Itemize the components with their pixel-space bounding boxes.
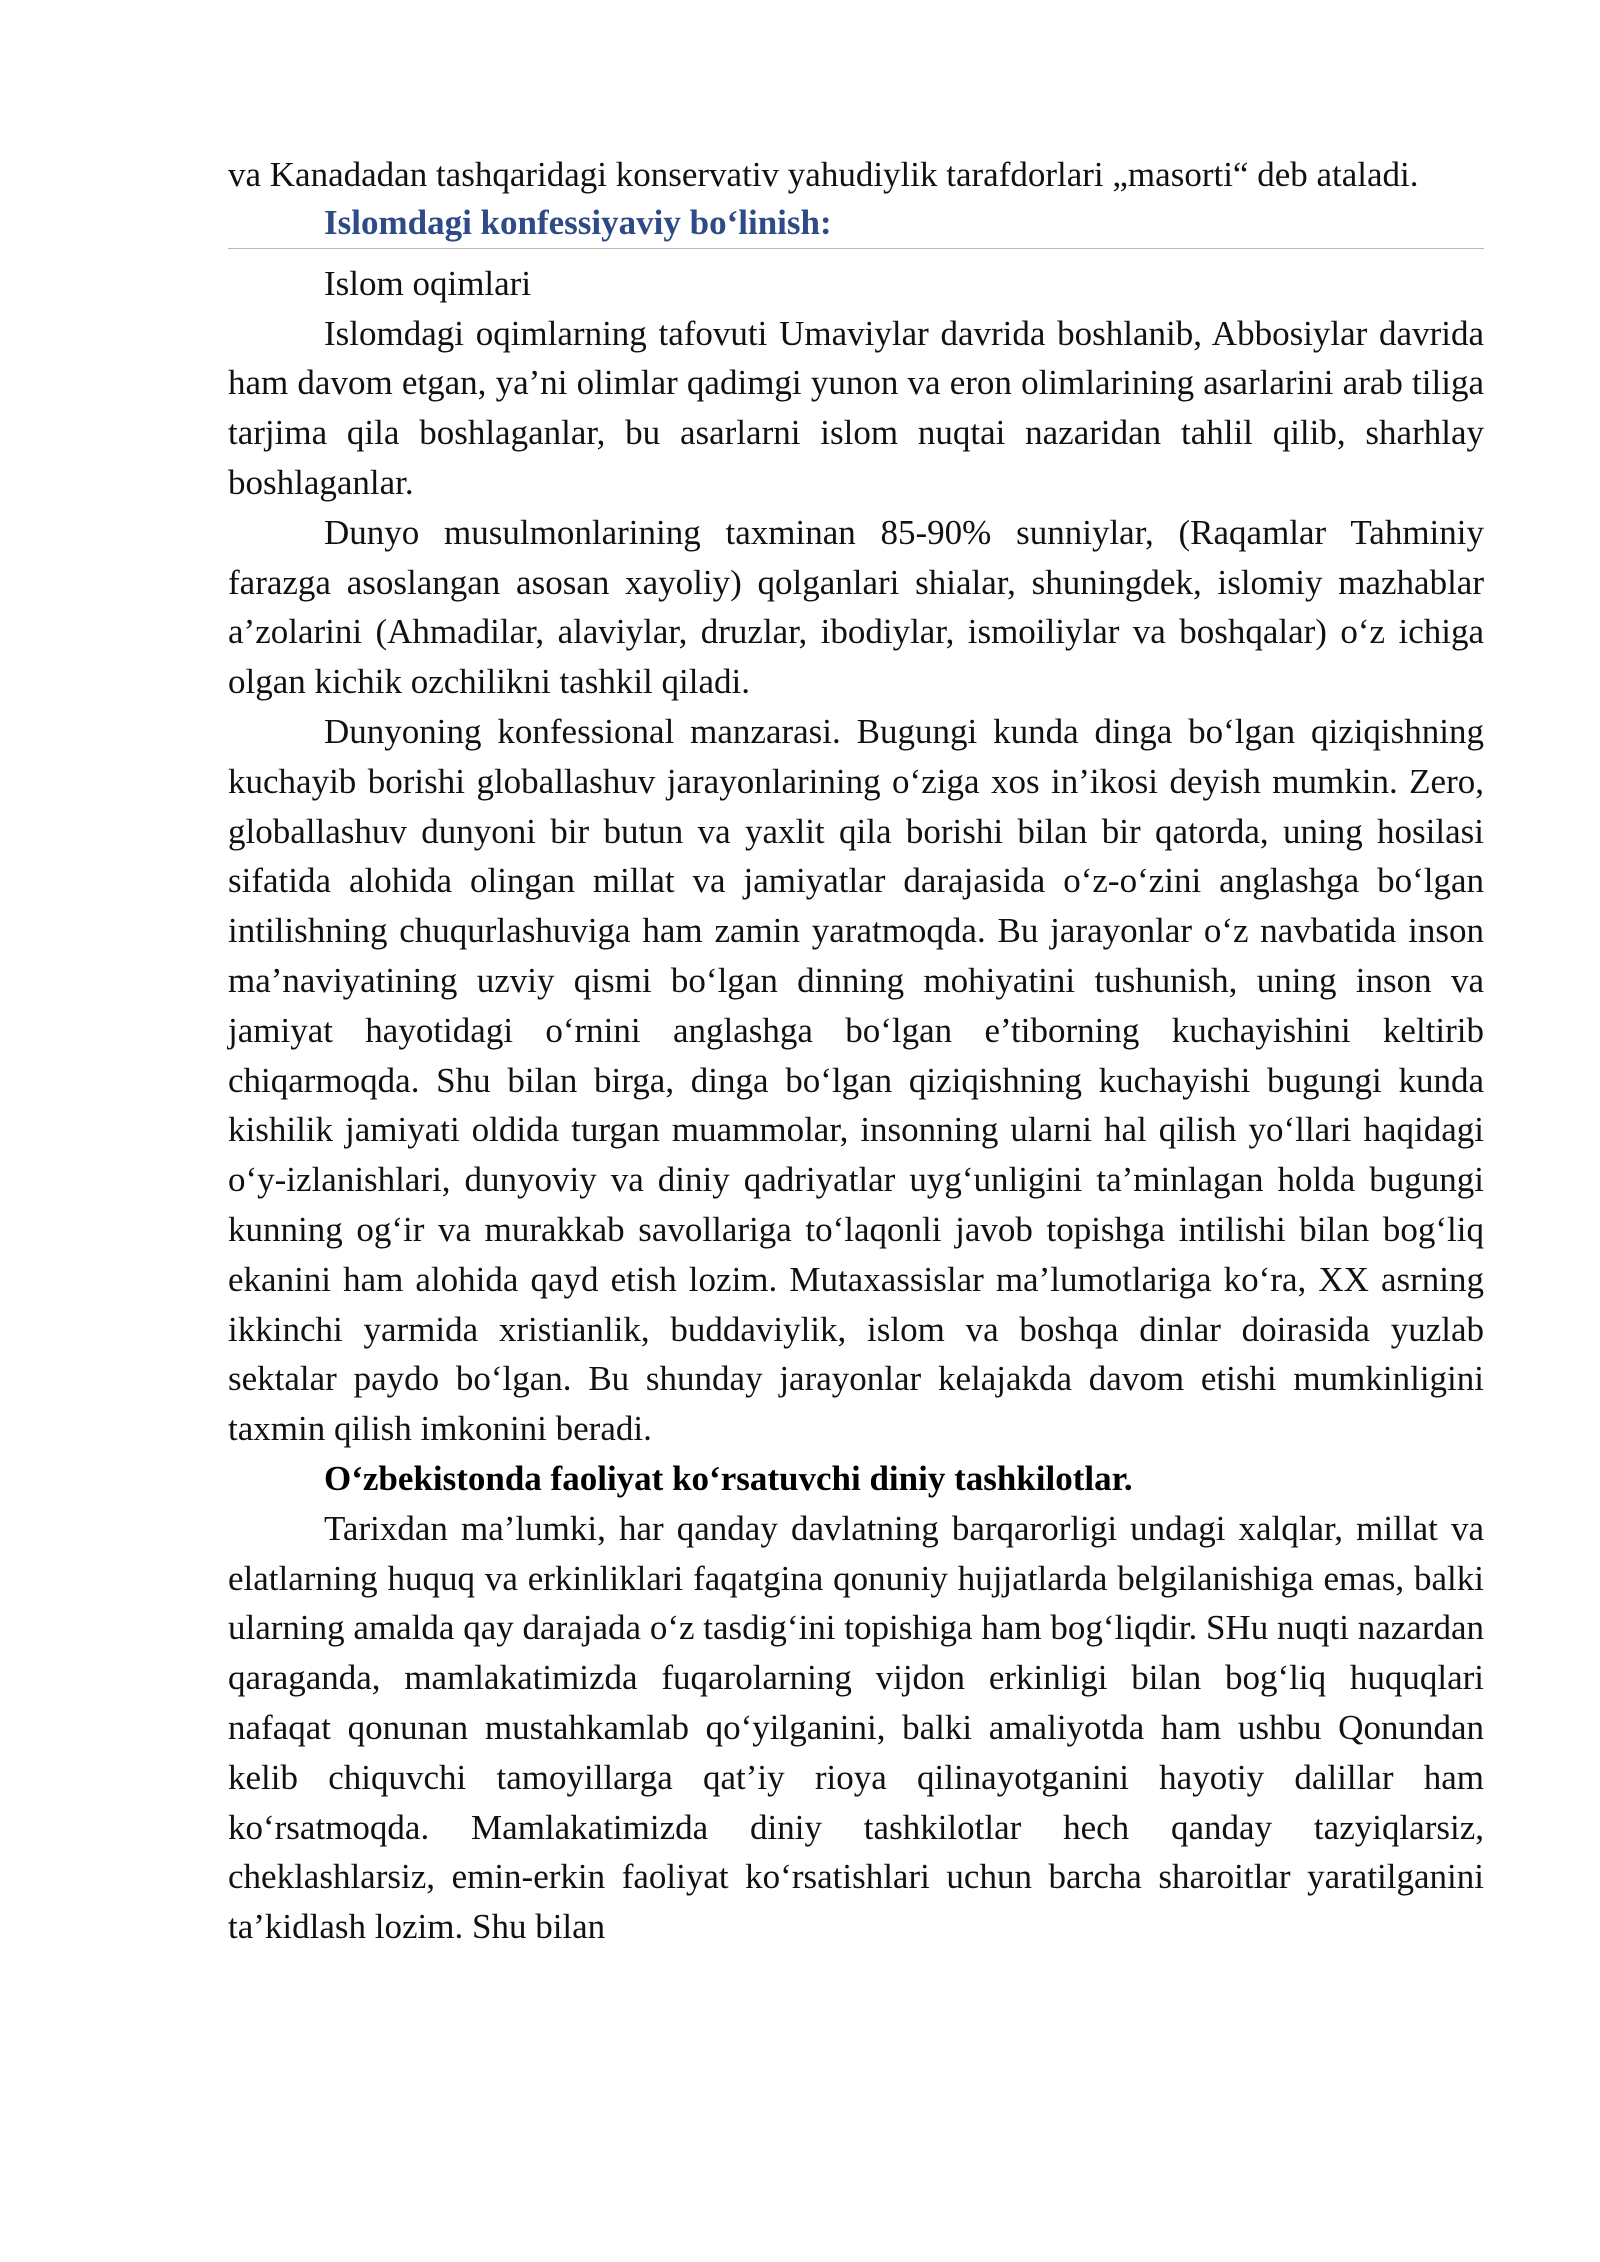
paragraph: Dunyo musulmonlarining taxminan 85-90% sunniylar, (Raqamlar Tahminiy farazga asoslangan asosan xayoliy) qolganlari shialar, shuningdek, islomiy mazhablar a’zolarini (Ahmadilar, alaviylar, druzlar, ibodiylar, ismoiliylar va boshqalar) o‘z ichiga olgan kichik ozchilikni tashkil qiladi.	[228, 512, 1484, 702]
subheading: Islom oqimlari	[324, 263, 532, 303]
paragraph-continuation: va Kanadadan tashqaridagi konservativ yahudiylik tarafdorlari „masorti“ deb ataladi.	[228, 155, 1419, 194]
paragraph: Tarixdan ma’lumki, har qanday davlatning barqarorligi undagi xalqlar, millat va elatlarning huquq va erkinliklari faqatgina qonuniy hujjatlarda belgilanishiga emas, balki ularning amalda qay darajada o‘z tasdig‘ini topishiga ham bog‘liqdir. SHu nuqti nazardan qaraganda, mamlakatimizda fuqarolarning vijdon erkinligi bilan bog‘liq huquqlari nafaqat qonunan mustahkamlab qo‘yilganini, balki amaliyotda ham ushbu Qonundan kelib chiquvchi tamoyillarga qat’iy rioya qilinayotganini hayotiy dalillar ham ko‘rsatmoqda. Mamlakatimizda diniy tashkilotlar hech qanday tazyiqlarsiz, cheklashlarsiz, emin-erkin faoliyat ko‘rsatishlari uchun barcha sharoitlar yaratilganini ta’kidlash lozim. Shu bilan	[228, 1508, 1484, 1947]
document-page	[228, 150, 1484, 1952]
section-heading: Islomdagi konfessiyaviy bo‘linish:	[228, 200, 1484, 249]
bold-heading: O‘zbekistonda faoliyat ko‘rsatuvchi diniy tashkilotlar.	[324, 1458, 1133, 1498]
paragraph: Islomdagi oqimlarning tafovuti Umaviylar davrida boshlanib, Abbosiylar davrida ham davom etgan, ya’ni olimlar qadimgi yunon va eron olimlarining asarlarini arab tiliga tarjima qila boshlaganlar, bu asarlarni islom nuqtai nazaridan tahlil qilib, sharhlay boshlaganlar.	[228, 313, 1484, 502]
paragraph: Dunyoning konfessional manzarasi. Bugungi kunda dinga bo‘lgan qiziqishning kuchayib borishi globallashuv jarayonlarining o‘ziga xos in’ikosi deyish mumkin. Zero, globallashuv dunyoni bir butun va yaxlit qila borishi bilan bir qatorda, uning hosilasi sifatida alohida olingan millat va jamiyatlar darajasida o‘z-o‘zini anglashga bo‘lgan intilishning chuqurlashuviga ham zamin yaratmoqda. Bu jarayonlar o‘z navbatida inson ma’naviyatining uzviy qismi bo‘lgan dinning mohiyatini tushunish, uning inson va jamiyat hayotidagi o‘rnini anglashga bo‘lgan e’tiborning kuchayishini keltirib chiqarmoqda. Shu bilan birga, dinga bo‘lgan qiziqishning kuchayishi bugungi kunda kishilik jamiyati oldida turgan muammolar, insonning ularni hal qilish yo‘llari haqidagi o‘y-izlanishlari, dunyoviy va diniy qadriyatlar uyg‘unligini ta’minlagan holda bugungi kunning og‘ir va murakkab savollariga to‘laqonli javob topishga intilishi bilan bog‘liq ekanini ham alohida qayd etish lozim. Mutaxassislar ma’lumotlariga ko‘ra, XX asrning ikkinchi yarmida xristianlik, buddaviylik, islom va boshqa dinlar doirasida yuzlab sektalar paydo bo‘lgan. Bu shunday jarayonlar kelajakda davom etishi mumkinligini taxmin qilish imkonini beradi.	[228, 711, 1484, 1449]
